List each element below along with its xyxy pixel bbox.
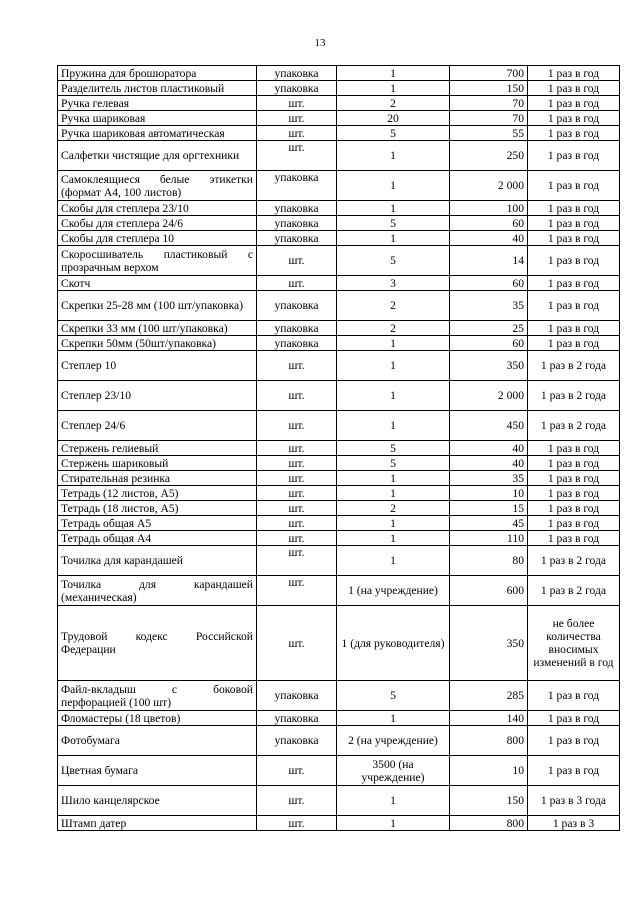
item-price: 35 (450, 291, 528, 321)
item-price: 35 (450, 471, 528, 486)
item-name: Скрепки 50мм (50шт/упаковка) (58, 336, 257, 351)
item-frequency: 1 раз в год (528, 141, 620, 171)
item-frequency: 1 раз в год (528, 66, 620, 81)
table-row (58, 501, 620, 516)
item-name: Точилка для карандашей (механическая) (58, 576, 257, 606)
item-name: Файл-вкладыш с боковой перфорацией (100 шт) (58, 681, 257, 711)
item-quantity: 5 (337, 456, 450, 471)
item-unit: упаковка (257, 726, 337, 756)
item-frequency: 1 раз в год (528, 516, 620, 531)
table-row (58, 606, 620, 681)
table-row (58, 486, 620, 501)
item-name: Салфетки чистящие для оргтехники (58, 141, 257, 171)
item-quantity: 5 (337, 681, 450, 711)
item-price: 800 (450, 816, 528, 831)
item-name: Ручка шариковая (58, 111, 257, 126)
table-row (58, 816, 620, 831)
item-price: 150 (450, 81, 528, 96)
item-price: 140 (450, 711, 528, 726)
item-quantity: 1 (337, 516, 450, 531)
item-unit: упаковка (257, 231, 337, 246)
table-row (58, 336, 620, 351)
item-quantity: 1 (337, 471, 450, 486)
item-price: 40 (450, 441, 528, 456)
item-name: Фломастеры (18 цветов) (58, 711, 257, 726)
item-unit: шт. (257, 501, 337, 516)
item-frequency: 1 раз в год (528, 276, 620, 291)
item-unit: шт. (257, 276, 337, 291)
item-price: 40 (450, 456, 528, 471)
item-price: 60 (450, 336, 528, 351)
item-quantity: 1 (337, 381, 450, 411)
item-frequency: 1 раз в год (528, 441, 620, 456)
item-frequency: не более количества вносимых изменений в год (528, 606, 620, 681)
table-row (58, 66, 620, 81)
item-quantity: 2 (на учреждение) (337, 726, 450, 756)
item-quantity: 1 (337, 171, 450, 201)
item-unit: упаковка (257, 321, 337, 336)
item-quantity: 1 (337, 201, 450, 216)
table-row (58, 126, 620, 141)
table-row (58, 756, 620, 786)
item-frequency: 1 раз в год (528, 126, 620, 141)
table-row (58, 546, 620, 576)
table-row (58, 381, 620, 411)
item-unit: шт. (257, 96, 337, 111)
item-price: 110 (450, 531, 528, 546)
item-frequency: 1 раз в 2 года (528, 411, 620, 441)
item-name: Стержень шариковый (58, 456, 257, 471)
item-name: Степлер 10 (58, 351, 257, 381)
item-quantity: 1 (337, 141, 450, 171)
item-quantity: 1 (337, 66, 450, 81)
item-unit: упаковка (257, 66, 337, 81)
item-unit: шт. (257, 351, 337, 381)
item-name: Тетрадь (18 листов, А5) (58, 501, 257, 516)
item-frequency: 1 раз в год (528, 231, 620, 246)
item-name: Самоклеящиеся белые этикетки (формат А4, 100 листов) (58, 171, 257, 201)
item-quantity: 2 (337, 501, 450, 516)
item-frequency: 1 раз в год (528, 201, 620, 216)
item-frequency: 1 раз в год (528, 456, 620, 471)
item-price: 350 (450, 351, 528, 381)
item-unit: шт. (257, 516, 337, 531)
item-price: 60 (450, 216, 528, 231)
item-price: 450 (450, 411, 528, 441)
item-quantity: 3 (337, 276, 450, 291)
item-frequency: 1 раз в 3 года (528, 786, 620, 816)
item-price: 2 000 (450, 171, 528, 201)
item-name: Фотобумага (58, 726, 257, 756)
item-quantity: 5 (337, 216, 450, 231)
item-unit: упаковка (257, 216, 337, 231)
item-name: Скобы для степлера 10 (58, 231, 257, 246)
item-frequency: 1 раз в год (528, 726, 620, 756)
item-frequency: 1 раз в год (528, 246, 620, 276)
item-price: 10 (450, 486, 528, 501)
item-unit: упаковка (257, 201, 337, 216)
item-unit: упаковка (257, 291, 337, 321)
table-row (58, 471, 620, 486)
table-row (58, 681, 620, 711)
item-quantity: 5 (337, 441, 450, 456)
table-row (58, 456, 620, 471)
item-frequency: 1 раз в год (528, 321, 620, 336)
item-frequency: 1 раз в год (528, 531, 620, 546)
item-unit: шт. (257, 111, 337, 126)
item-unit: шт. (257, 486, 337, 501)
item-price: 150 (450, 786, 528, 816)
item-name: Разделитель листов пластиковый (58, 81, 257, 96)
item-name: Штамп датер (58, 816, 257, 831)
item-name: Скобы для степлера 24/6 (58, 216, 257, 231)
item-frequency: 1 раз в год (528, 81, 620, 96)
item-frequency: 1 раз в год (528, 501, 620, 516)
item-price: 55 (450, 126, 528, 141)
page-number: 13 (314, 37, 326, 49)
table-row (58, 786, 620, 816)
table-row (58, 441, 620, 456)
item-price: 700 (450, 66, 528, 81)
item-name: Тетрадь (12 листов, А5) (58, 486, 257, 501)
item-price: 100 (450, 201, 528, 216)
table-row (58, 81, 620, 96)
item-name: Точилка для карандашей (58, 546, 257, 576)
table-row (58, 276, 620, 291)
item-frequency: 1 раз в год (528, 471, 620, 486)
item-quantity: 1 (337, 336, 450, 351)
table-row (58, 711, 620, 726)
item-frequency: 1 раз в год (528, 291, 620, 321)
table-row (58, 216, 620, 231)
item-name: Пружина для брошюратора (58, 66, 257, 81)
item-name: Ручка гелевая (58, 96, 257, 111)
item-quantity: 1 (337, 231, 450, 246)
item-frequency: 1 раз в год (528, 111, 620, 126)
item-quantity: 1 (337, 351, 450, 381)
item-price: 800 (450, 726, 528, 756)
item-unit: шт. (257, 756, 337, 786)
item-name: Скобы для степлера 23/10 (58, 201, 257, 216)
item-frequency: 1 раз в год (528, 216, 620, 231)
table-row (58, 291, 620, 321)
item-unit: шт. (257, 606, 337, 681)
item-unit: шт. (257, 441, 337, 456)
item-price: 285 (450, 681, 528, 711)
item-quantity: 2 (337, 291, 450, 321)
item-price: 250 (450, 141, 528, 171)
item-quantity: 1 (337, 711, 450, 726)
item-quantity: 1 (337, 546, 450, 576)
item-quantity: 1 (337, 411, 450, 441)
item-price: 40 (450, 231, 528, 246)
item-unit: шт. (257, 786, 337, 816)
supplies-table (57, 65, 620, 831)
item-quantity: 1 (337, 786, 450, 816)
item-unit: шт. (257, 381, 337, 411)
supplies-table-body (58, 66, 620, 831)
item-name: Скрепки 25-28 мм (100 шт/упаковка) (58, 291, 257, 321)
item-frequency: 1 раз в 2 года (528, 351, 620, 381)
item-frequency: 1 раз в год (528, 96, 620, 111)
item-unit: шт. (257, 411, 337, 441)
item-unit: шт. (257, 816, 337, 831)
item-frequency: 1 раз в 2 года (528, 546, 620, 576)
item-name: Скрепки 33 мм (100 шт/упаковка) (58, 321, 257, 336)
item-unit: шт. (257, 246, 337, 276)
item-name: Ручка шариковая автоматическая (58, 126, 257, 141)
item-frequency: 1 раз в год (528, 711, 620, 726)
item-quantity: 1 (для руководителя) (337, 606, 450, 681)
item-name: Степлер 24/6 (58, 411, 257, 441)
item-quantity: 1 (337, 531, 450, 546)
item-price: 25 (450, 321, 528, 336)
item-price: 60 (450, 276, 528, 291)
item-unit: шт. (257, 546, 337, 576)
item-unit: шт. (257, 531, 337, 546)
table-row (58, 246, 620, 276)
item-unit: упаковка (257, 81, 337, 96)
item-name: Цветная бумага (58, 756, 257, 786)
item-name: Стержень гелиевый (58, 441, 257, 456)
item-frequency: 1 раз в 2 года (528, 576, 620, 606)
table-row (58, 171, 620, 201)
item-frequency: 1 раз в 2 года (528, 381, 620, 411)
item-quantity: 2 (337, 96, 450, 111)
item-quantity: 20 (337, 111, 450, 126)
item-price: 70 (450, 96, 528, 111)
table-row (58, 111, 620, 126)
item-name: Стирательная резинка (58, 471, 257, 486)
item-quantity: 5 (337, 126, 450, 141)
item-unit: упаковка (257, 336, 337, 351)
table-row (58, 531, 620, 546)
item-unit: шт. (257, 456, 337, 471)
item-price: 10 (450, 756, 528, 786)
item-unit: шт. (257, 126, 337, 141)
table-row (58, 321, 620, 336)
item-unit: шт. (257, 471, 337, 486)
item-unit: упаковка (257, 681, 337, 711)
item-frequency: 1 раз в год (528, 171, 620, 201)
item-quantity: 1 (на учреждение) (337, 576, 450, 606)
item-price: 350 (450, 606, 528, 681)
item-price: 15 (450, 501, 528, 516)
item-quantity: 1 (337, 81, 450, 96)
item-quantity: 2 (337, 321, 450, 336)
item-frequency: 1 раз в год (528, 486, 620, 501)
item-frequency: 1 раз в год (528, 756, 620, 786)
table-row (58, 516, 620, 531)
item-name: Скотч (58, 276, 257, 291)
table-row (58, 411, 620, 441)
item-name: Скоросшиватель пластиковый с прозрачным верхом (58, 246, 257, 276)
table-row (58, 96, 620, 111)
item-name: Степлер 23/10 (58, 381, 257, 411)
item-price: 2 000 (450, 381, 528, 411)
item-frequency: 1 раз в 3 (528, 816, 620, 831)
item-name: Трудовой кодекс Российской Федерации (58, 606, 257, 681)
item-quantity: 3500 (на учреждение) (337, 756, 450, 786)
table-row (58, 351, 620, 381)
item-unit: шт. (257, 141, 337, 171)
table-row (58, 576, 620, 606)
table-row (58, 726, 620, 756)
item-price: 70 (450, 111, 528, 126)
item-quantity: 5 (337, 246, 450, 276)
item-price: 45 (450, 516, 528, 531)
item-quantity: 1 (337, 816, 450, 831)
item-price: 80 (450, 546, 528, 576)
table-row (58, 201, 620, 216)
item-unit: упаковка (257, 171, 337, 201)
item-price: 600 (450, 576, 528, 606)
item-name: Тетрадь общая А4 (58, 531, 257, 546)
item-frequency: 1 раз в год (528, 336, 620, 351)
item-price: 14 (450, 246, 528, 276)
item-name: Шило канцелярское (58, 786, 257, 816)
table-row (58, 231, 620, 246)
item-unit: шт. (257, 576, 337, 606)
item-name: Тетрадь общая А5 (58, 516, 257, 531)
table-row (58, 141, 620, 171)
item-frequency: 1 раз в год (528, 681, 620, 711)
item-unit: упаковка (257, 711, 337, 726)
item-quantity: 1 (337, 486, 450, 501)
